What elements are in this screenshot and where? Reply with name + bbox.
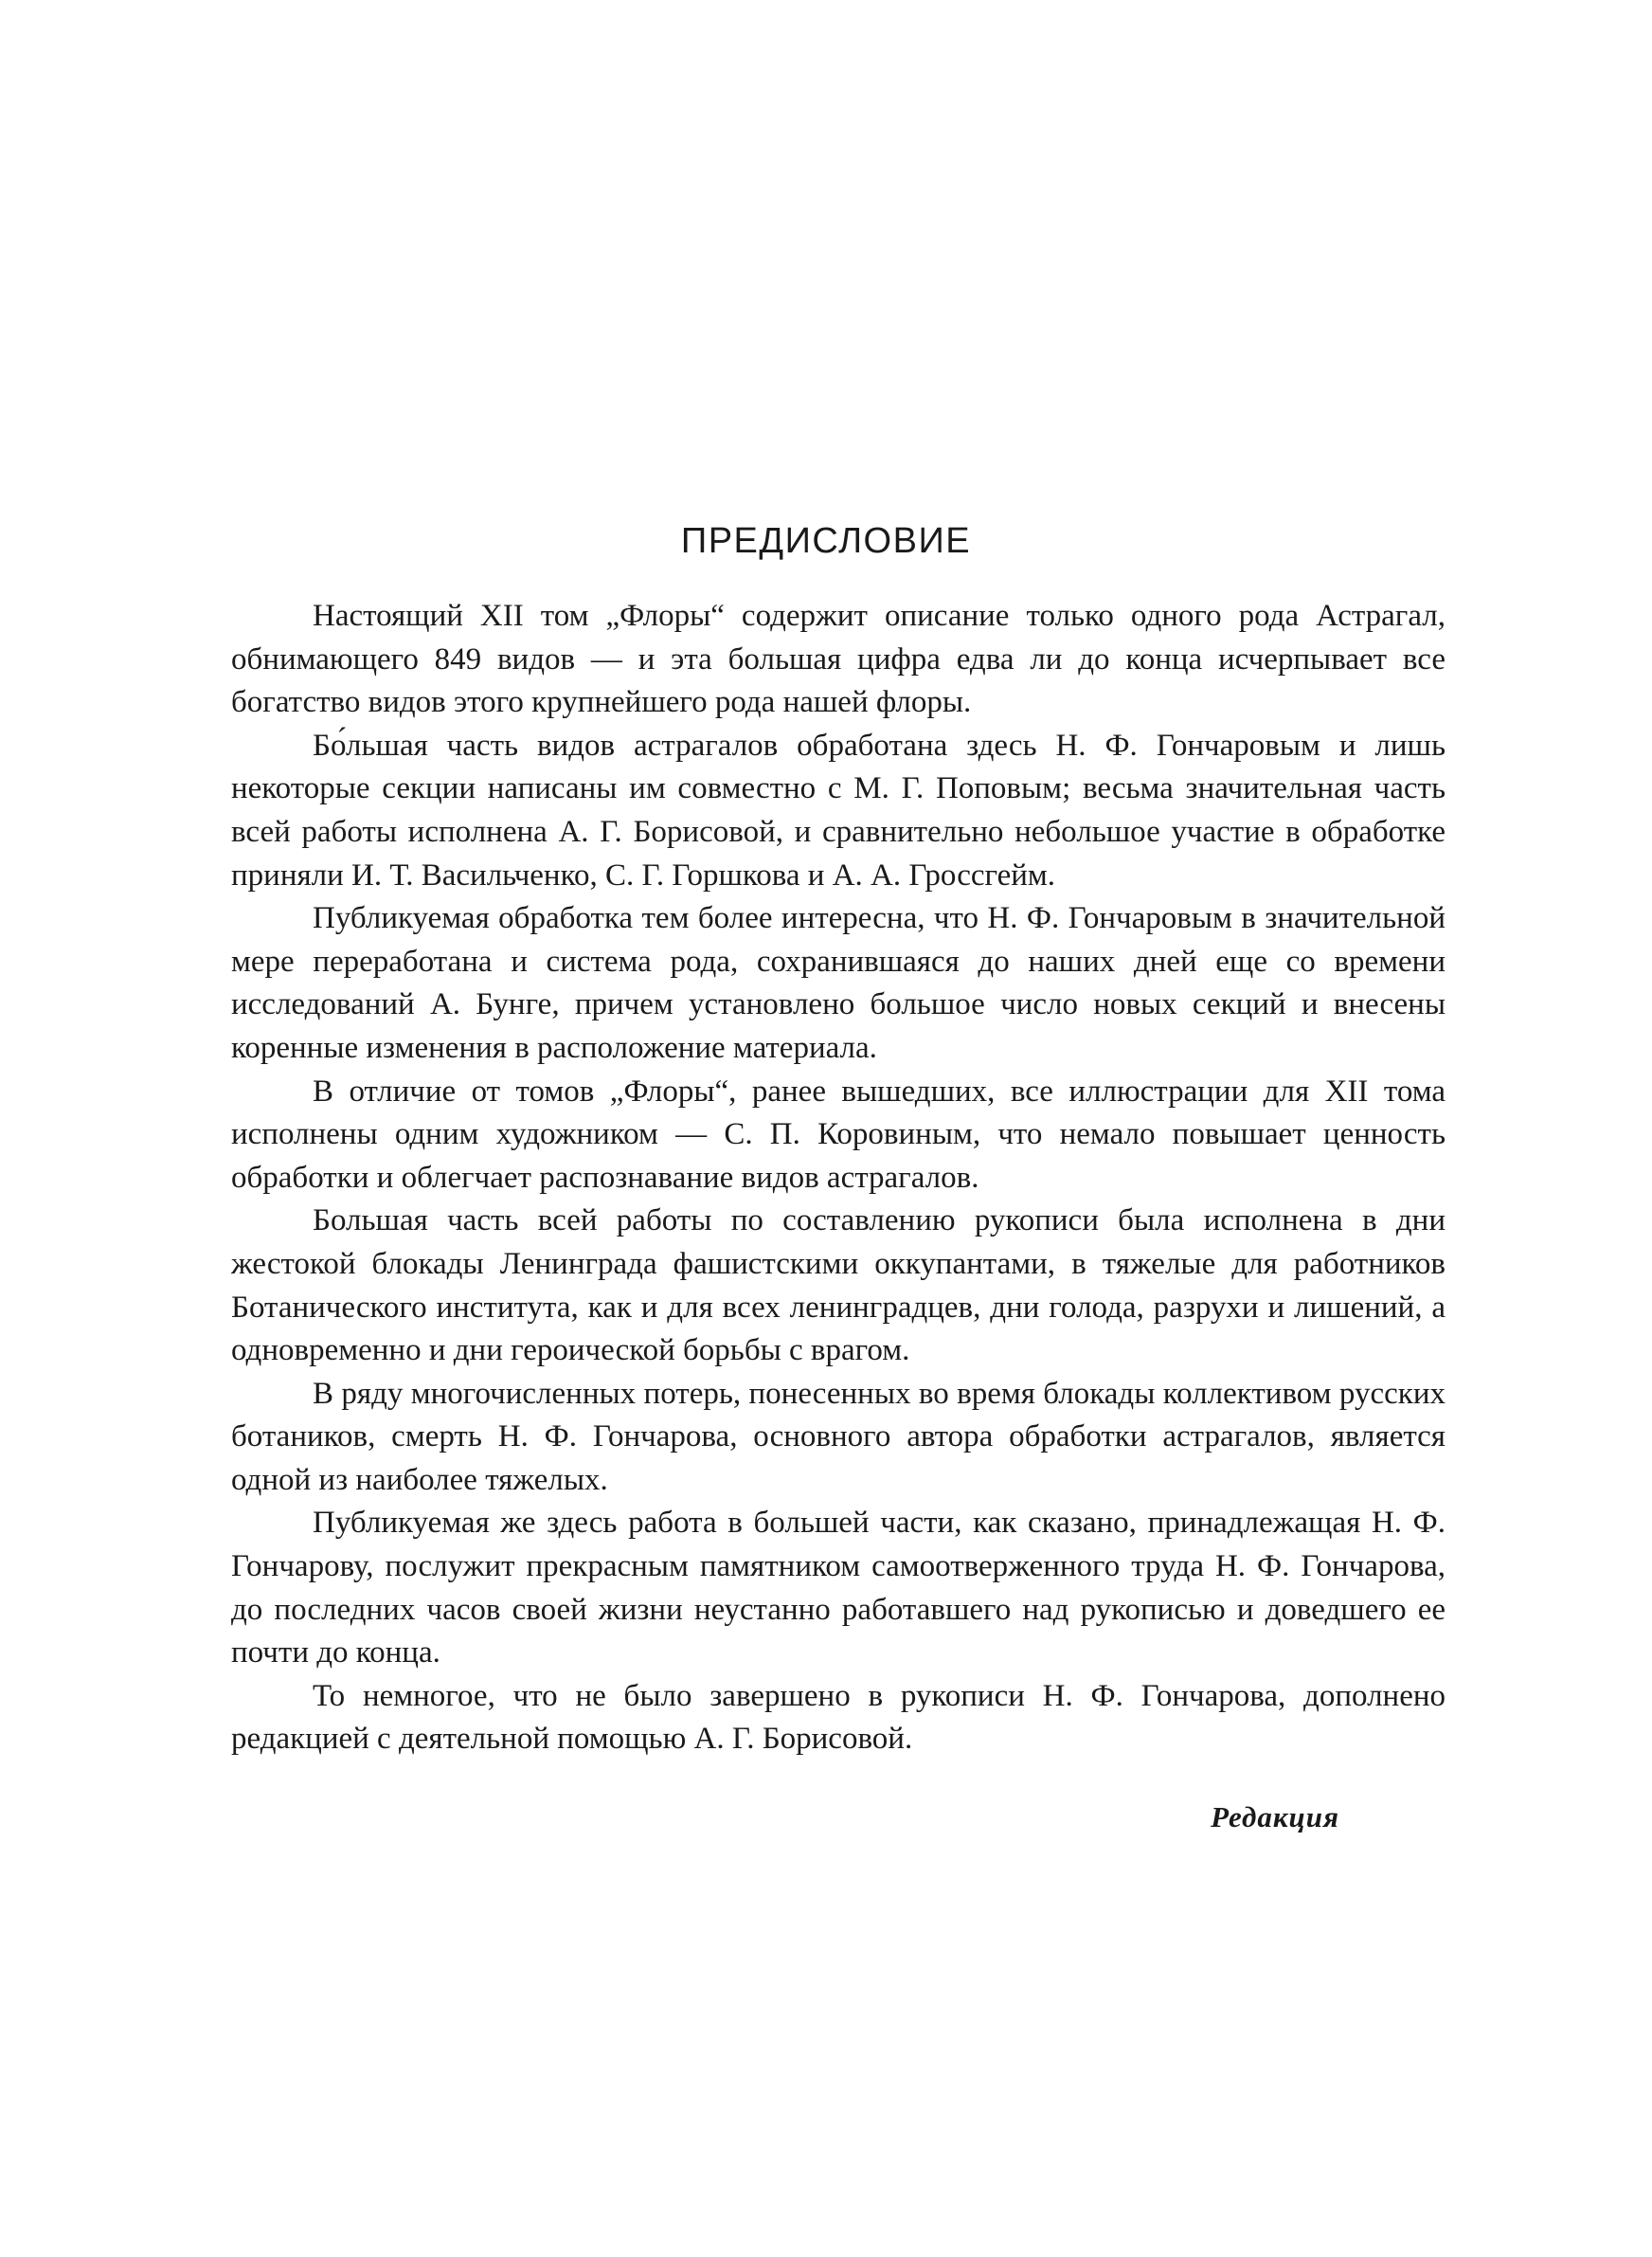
signature: Редакция xyxy=(1211,1800,1339,1833)
preface-body xyxy=(231,595,1446,1761)
paragraph: В ряду многочисленных потерь, понесенных во время блокады коллективом русских ботаников, смерть Н. Ф. Гончарова, основного автора обработки астрагалов, является одной из наиболее тяжелых. xyxy=(231,1376,1446,1497)
paragraph: То немногое, что не было завершено в рукописи Н. Ф. Гончарова, дополнено редакцией с деятельной помощью А. Г. Борисовой. xyxy=(231,1678,1446,1757)
paragraph: В отличие от томов „Флоры“, ранее вышедших, все иллюстрации для XII тома исполнены одним художником — С. П. Коровиным, что немало повышает ценность обработки и облегчает распознавание видов астрагалов. xyxy=(231,1074,1446,1195)
paragraph: Настоящий XII том „Флоры“ содержит описание только одного рода Астрагал, обнимающего 849 видов — и эта большая цифра едва ли до конца исчерпывает все богатство видов этого крупнейшего рода нашей флоры. xyxy=(231,599,1446,720)
paragraph: Публикуемая обработка тем более интересна, что Н. Ф. Гончаровым в значительной мере переработана и система рода, сохранившаяся до наших дней еще со времени исследований А. Бунге, причем установлено большое число новых секций и внесены коренные изменения в расположение материала. xyxy=(231,901,1446,1065)
paragraph: Публикуемая же здесь работа в большей части, как сказано, принадлежащая Н. Ф. Гончарову, послужит прекрасным памятником самоотверженного труда Н. Ф. Гончарова, до последних часов своей жизни неустанно работавшего над рукописью и доведшего ее почти до конца. xyxy=(231,1506,1446,1670)
paragraph: Большая часть всей работы по составлению рукописи была исполнена в дни жестокой блокады Ленинграда фашистскими оккупантами, в тяжелые для работников Ботанического института, как и для всех ленинградцев, дни голода, разрухи и лишений, а одновременно и дни героической борьбы с врагом. xyxy=(231,1203,1446,1368)
paragraph: Бо́льшая часть видов астрагалов обработана здесь Н. Ф. Гончаровым и лишь некоторые секции написаны им совместно с М. Г. Поповым; весьма значительная часть всей работы исполнена А. Г. Борисовой, и сравнительно небольшое участие в обработке приняли И. Т. Васильченко, С. Г. Горшкова и А. А. Гроссгейм. xyxy=(231,728,1446,893)
page-title: ПРЕДИСЛОВИЕ xyxy=(680,521,972,561)
